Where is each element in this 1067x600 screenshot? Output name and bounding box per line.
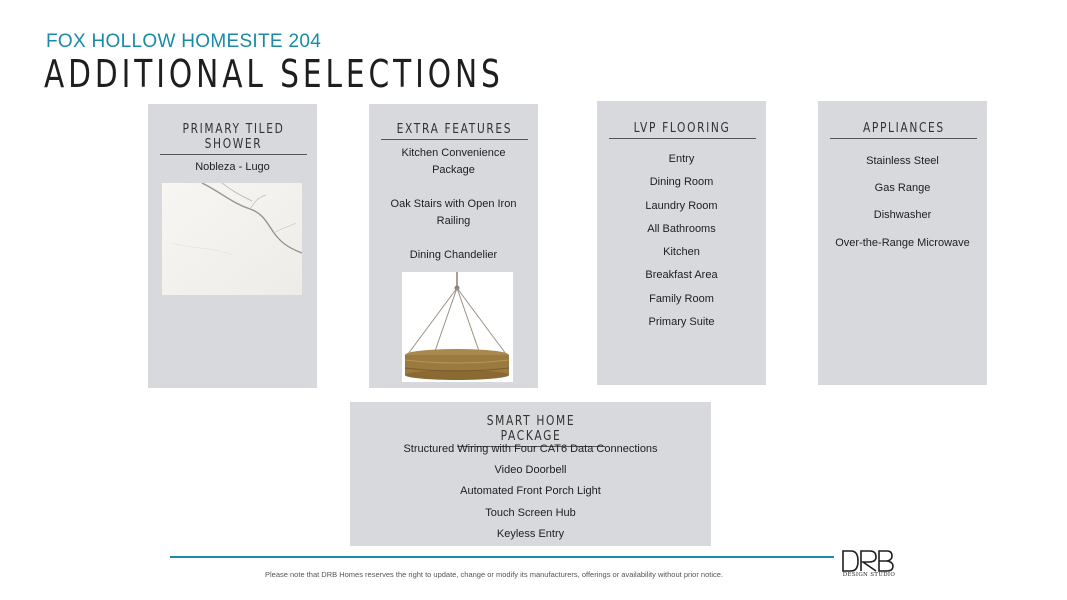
appliances-list [818,148,987,257]
list-item: Nobleza - Lugo [195,161,270,173]
list-item: Dishwasher [873,209,932,222]
extra-features-list [387,145,520,281]
list-item: Dining Chandelier [409,249,498,261]
list-item: Laundry Room [645,199,718,212]
footer-divider [170,556,834,558]
extra-features-card [369,104,538,388]
smart-home-list [350,439,711,545]
list-item: All Bathrooms [647,222,716,235]
appliances-heading: APPLIANCES [830,121,977,139]
list-item: Keyless Entry [496,527,565,540]
marble-tile-image [162,183,302,295]
disclaimer-note: Please note that DRB Homes reserves the right to update, change or modify its manufacturers, offerings or availability without prior notice. [265,570,724,579]
list-item: Automated Front Porch Light [460,485,601,498]
shower-heading: PRIMARY TILED SHOWER [160,122,307,155]
list-item: Over-the-Range Microwave [835,236,970,249]
shower-card [148,104,317,388]
list-item: Oak Stairs with Open Iron Railing [390,198,517,227]
smart-home-card [350,402,711,546]
page-title: ADDITIONAL SELECTIONS [44,52,504,96]
list-item: Video Doorbell [494,464,567,477]
list-item: Kitchen [663,246,700,259]
smart-home-heading: SMART HOME PACKAGE [457,414,605,447]
list-item: Kitchen Convenience Package [401,147,506,176]
page-subtitle: FOX HOLLOW HOMESITE 204 [46,31,322,52]
list-item: Dining Room [649,176,714,189]
list-item: Primary Suite [648,316,715,329]
list-item: Stainless Steel [866,155,939,167]
chandelier-image [402,272,513,382]
list-item: Gas Range [874,182,931,195]
logo-subtitle: DESIGN STUDIO [842,572,896,578]
list-item: Breakfast Area [645,269,718,282]
list-item: Family Room [649,292,714,305]
lvp-flooring-heading: LVP FLOORING [609,121,756,139]
list-item: Entry [668,153,695,165]
appliances-card [818,101,987,385]
lvp-flooring-card [597,101,766,385]
lvp-flooring-list [597,148,766,334]
list-item: Touch Screen Hub [485,506,576,519]
list-item: Structured Wiring with Four CAT6 Data Connections [403,443,658,455]
extra-features-heading: EXTRA FEATURES [381,122,528,140]
shower-list [148,159,317,176]
